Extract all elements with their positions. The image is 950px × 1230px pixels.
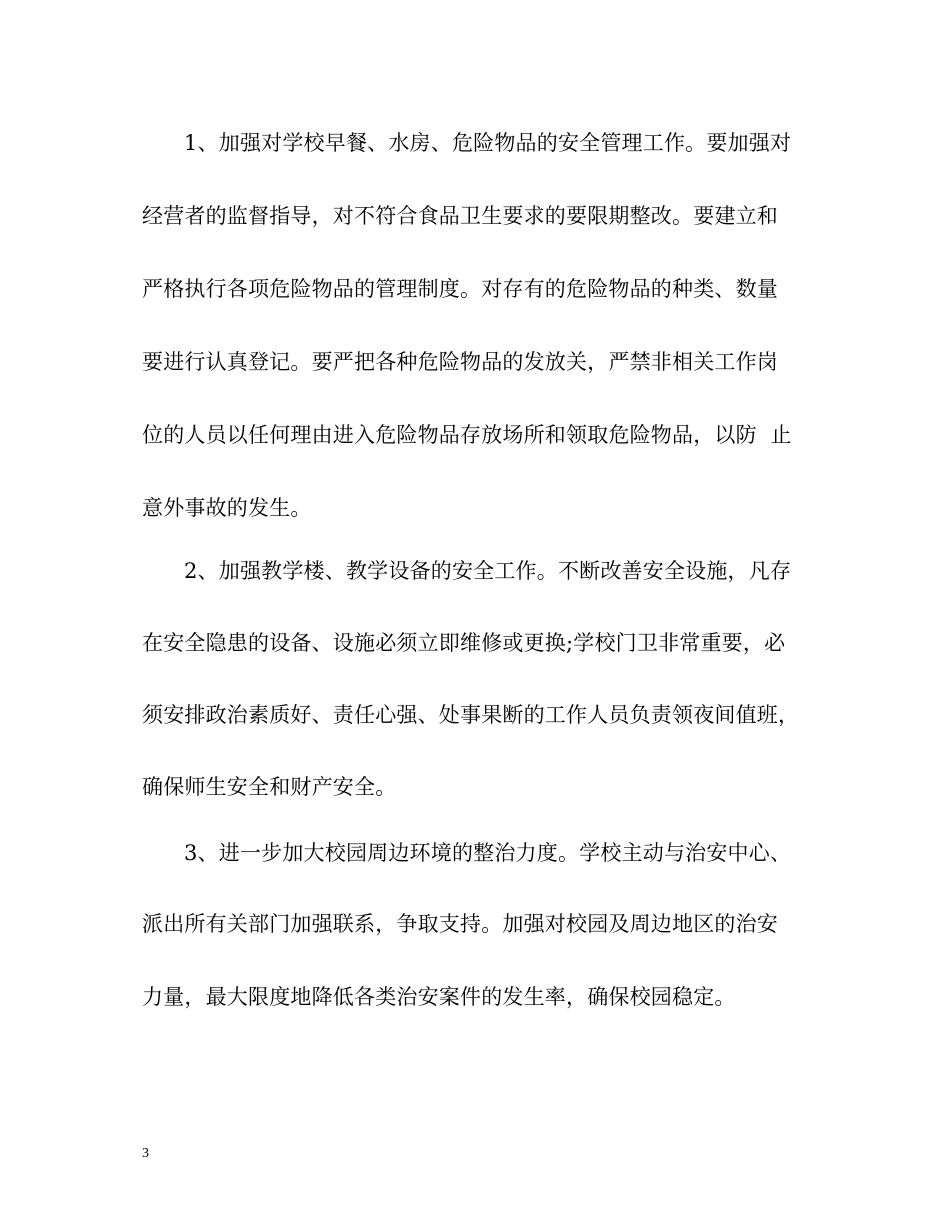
paragraph-2-line-3: 须安排政治素质好、责任心强、处事果断的工作人员负责领夜间值班，: [142, 703, 800, 727]
paragraph-1-line-4: 要进行认真登记。要严把各种危险物品的发放关，严禁非相关工作岗: [142, 350, 778, 374]
paragraph-3-line-3: 力量，最大限度地降低各类治安案件的发生率，确保校园稳定。: [142, 985, 736, 1009]
paragraph-2-line-1: 2、加强教学楼、教学设备的安全工作。不断改善安全设施，凡存: [184, 559, 792, 583]
paragraph-1-line-2: 经营者的监督指导，对不符合食品卫生要求的要限期整改。要建立和: [142, 204, 778, 228]
paragraph-3-line-2: 派出所有关部门加强联系，争取支持。加强对校园及周边地区的治安: [142, 912, 778, 936]
paragraph-3-line-1: 3、进一步加大校园周边环境的整治力度。学校主动与治安中心、: [184, 841, 792, 865]
paragraph-2-line-4: 确保师生安全和财产安全。: [142, 775, 397, 799]
paragraph-1-line-3: 严格执行各项危险物品的管理制度。对存有的危险物品的种类、数量: [142, 277, 778, 301]
paragraph-1-line-5: 位的人员以任何理由进入危险物品存放场所和领取危险物品，以防 止: [142, 423, 792, 447]
paragraph-2-line-2: 在安全隐患的设备、设施必须立即维修或更换;学校门卫非常重要，必: [142, 631, 786, 655]
page-number: 3: [142, 1146, 149, 1161]
paragraph-1-line-6: 意外事故的发生。: [142, 496, 312, 520]
paragraph-1-line-1: 1、加强对学校早餐、水房、危险物品的安全管理工作。要加强对: [184, 131, 792, 155]
